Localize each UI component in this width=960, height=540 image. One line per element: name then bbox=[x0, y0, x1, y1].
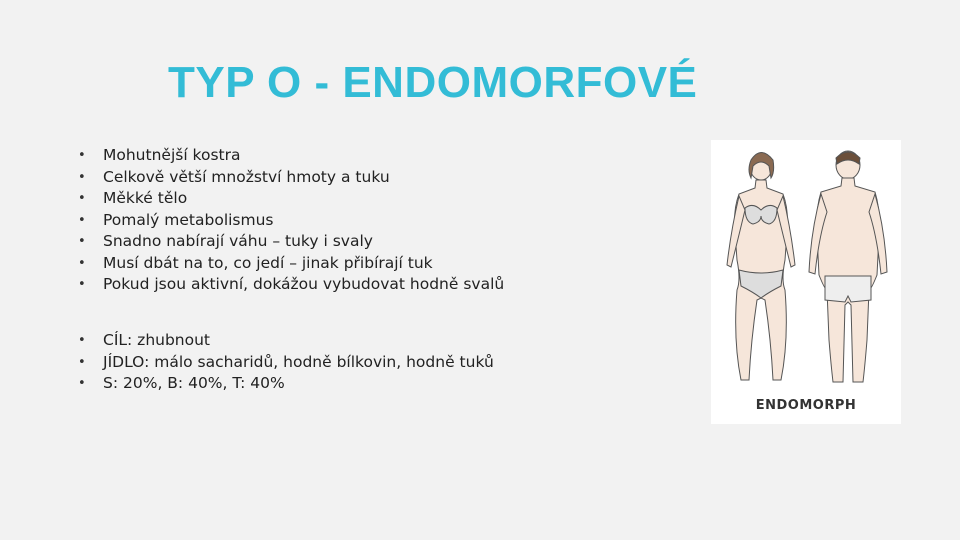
list-item-text: Snadno nabírají váhu – tuky i svaly bbox=[103, 232, 373, 250]
list-item-text: Měkké tělo bbox=[103, 189, 188, 207]
list-item bbox=[78, 253, 504, 275]
characteristics-list bbox=[78, 145, 504, 296]
bullet: • bbox=[78, 255, 86, 271]
slide-title: TYP O - ENDOMORFOVÉ bbox=[168, 58, 698, 107]
list-item bbox=[78, 167, 504, 189]
list-item-text: Musí dbát na to, co jedí – jinak přibírají tuk bbox=[103, 253, 433, 272]
list-item bbox=[78, 373, 494, 395]
bullet: • bbox=[78, 376, 86, 391]
list-item-text: Pokud jsou aktivní, dokážou vybudovat hodně svalů bbox=[103, 275, 505, 293]
list-item-text: S: 20%, B: 40%, T: 40% bbox=[103, 374, 285, 392]
male-figure bbox=[809, 151, 887, 382]
list-item-text: CÍL: zhubnout bbox=[103, 331, 211, 349]
list-item bbox=[78, 145, 504, 167]
list-item-text: Pomalý metabolismus bbox=[103, 210, 274, 229]
list-item bbox=[78, 352, 494, 374]
female-figure bbox=[727, 153, 795, 381]
bullet: • bbox=[78, 191, 86, 206]
bullet: • bbox=[78, 354, 86, 370]
list-item-text: Celkově větší množství hmoty a tuku bbox=[103, 167, 390, 186]
list-item bbox=[78, 231, 504, 253]
list-item-text: Mohutnější kostra bbox=[103, 146, 241, 164]
list-item bbox=[78, 210, 504, 232]
bullet: • bbox=[78, 277, 86, 292]
bullet: • bbox=[78, 148, 86, 163]
bullet: • bbox=[78, 234, 86, 249]
bullet: • bbox=[78, 169, 86, 185]
endomorph-illustration bbox=[711, 140, 901, 390]
list-item bbox=[78, 330, 494, 352]
bullet: • bbox=[78, 333, 86, 348]
list-item bbox=[78, 274, 504, 296]
bullet: • bbox=[78, 212, 86, 228]
list-item bbox=[78, 188, 504, 210]
list-item-text: JÍDLO: málo sacharidů, hodně bílkovin, hodně tuků bbox=[103, 352, 494, 371]
endomorph-image bbox=[711, 140, 901, 424]
goals-list bbox=[78, 330, 494, 395]
figure-caption: ENDOMORPH bbox=[755, 398, 857, 413]
